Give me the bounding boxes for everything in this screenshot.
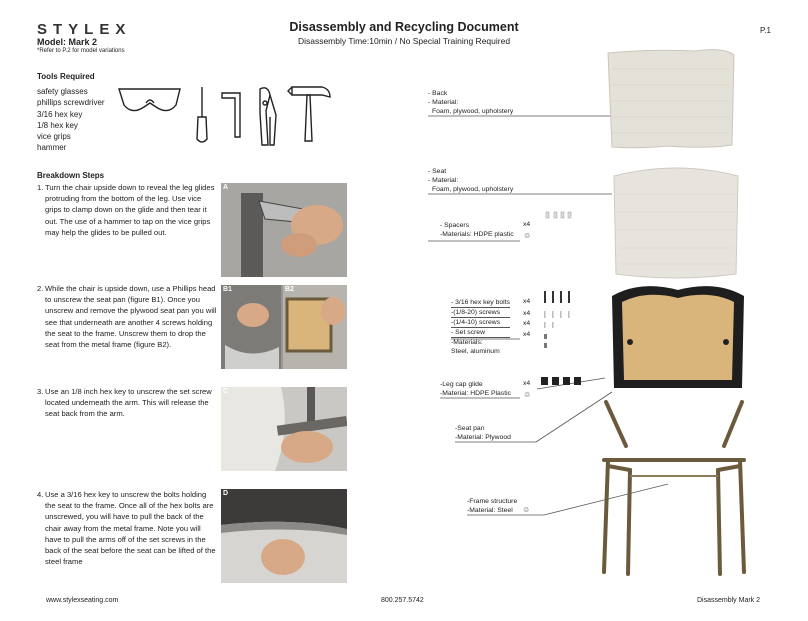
step-text: While the chair is upside down, use a Phillips head to unscrew the seat pan (figure B1). Once you unscrew and remove the plywood seat pan you will see that underneath are another 4 screws holding the seat to the frame. Unscrew them to drop the seat from the metal frame (figure B2). [45,284,217,350]
seatpan-image [610,284,746,392]
photo-label: B1 [223,286,232,293]
hardware-image [540,289,580,355]
hardware-qty: x4 [523,298,531,305]
part-back [428,89,513,116]
part-seat [428,167,513,194]
footer-website: www.stylexseating.com [46,597,119,604]
glide-image [539,375,585,389]
part-name: - Spacers [440,222,470,229]
model-note: *Refer to P.2 for model variations [37,48,125,54]
hardware-material: Steel, aluminum [451,348,500,355]
hardware-row: -(1/4-10) screws [451,318,510,328]
tool-item: phillips screwdriver [37,98,105,108]
tool-item: 1/8 hex key [37,120,78,130]
part-frame [467,497,517,515]
back-image [606,49,736,150]
hardware-qty: x4 [523,310,531,317]
part-material: -Materials: HDPE plastic [440,231,514,238]
part-hardware [451,298,510,356]
step-number: 3. [37,387,44,396]
seat-image [610,164,742,282]
tool-item: hammer [37,143,67,153]
footer-phone: 800.257.5742 [381,597,424,604]
part-material-label: - Material: [428,177,459,184]
step-number: 4. [37,490,44,499]
part-material: Foam, plywood, upholstery [432,186,514,193]
part-name: - Back [428,90,448,97]
model-name: Model: Mark 2 [37,37,98,47]
tools-heading: Tools Required [37,72,95,81]
part-spacers [440,221,514,239]
tool-item: 3/16 hex key [37,109,83,119]
glide-qty: x4 [523,380,531,387]
part-name: -Frame structure [467,498,518,505]
part-material-label: - Material: [428,99,459,106]
photo-label: A [223,184,229,191]
photo-label: C [223,388,229,395]
hardware-material-label: -Materials: [451,339,483,346]
steps-heading: Breakdown Steps [37,171,105,180]
step-text: Use an 1/8 inch hex key to unscrew the set screw located underneath the arm. This will release the seat back from the arm. [45,387,212,419]
page-subtitle: Disassembly Time:10min / No Special Training Required [297,36,511,46]
step-number: 1. [37,183,44,192]
spacers-image [544,210,574,222]
brand-logo: STYLEX [37,21,132,38]
tool-item: safety glasses [37,87,88,96]
tool-item: vice grips [37,132,71,142]
part-name: - Seat [428,168,447,175]
hardware-row: - 3/16 hex key bolts [451,299,510,306]
hardware-row: - Set screw [451,328,510,338]
part-material: -Material: Plywood [455,434,511,441]
part-material: -Material: Steel [467,507,513,514]
part-name: -Seat pan [455,425,485,432]
hardware-row: -(1/8-20) screws [451,308,510,318]
part-material: Foam, plywood, upholstery [432,108,514,115]
spacers-qty: x4 [523,221,531,228]
photo-label: B2 [285,286,294,293]
part-glide [440,380,511,398]
hardware-qty: x4 [523,331,531,338]
recycle-icon: ♲ [523,507,530,514]
frame-image [594,396,754,580]
page-number: P.1 [760,26,771,35]
page-title: Disassembly and Recycling Document [289,20,519,34]
footer-doc: Disassembly Mark 2 [697,597,761,604]
step-text: Use a 3/16 hex key to unscrew the bolts holding the seat to the frame. Once all of the hex bolts are unscrewed, you will have to pull the back of the chair away from the metal frame. Note you will have to pull the arms off of the set screws in the back of the seat before the seat can be lifted of the steel frame [45,490,216,567]
recycle-icon: ♲ [524,392,531,399]
part-seatpan [455,424,511,442]
recycle-icon: ♲ [524,233,531,240]
photo-label: D [223,490,229,497]
hardware-qty: x4 [523,320,531,327]
step-number: 2. [37,284,44,293]
step-text: Turn the chair upside down to reveal the leg glides protruding from the bottom of the leg. Use vice grips to clamp down on the glide and then tear it out. The use of a hammer to tap on the vice grips may help the glides to be pulled out. [45,183,215,237]
part-material: -Material: HDPE Plastic [440,390,512,397]
part-name: -Leg cap glide [440,381,483,388]
